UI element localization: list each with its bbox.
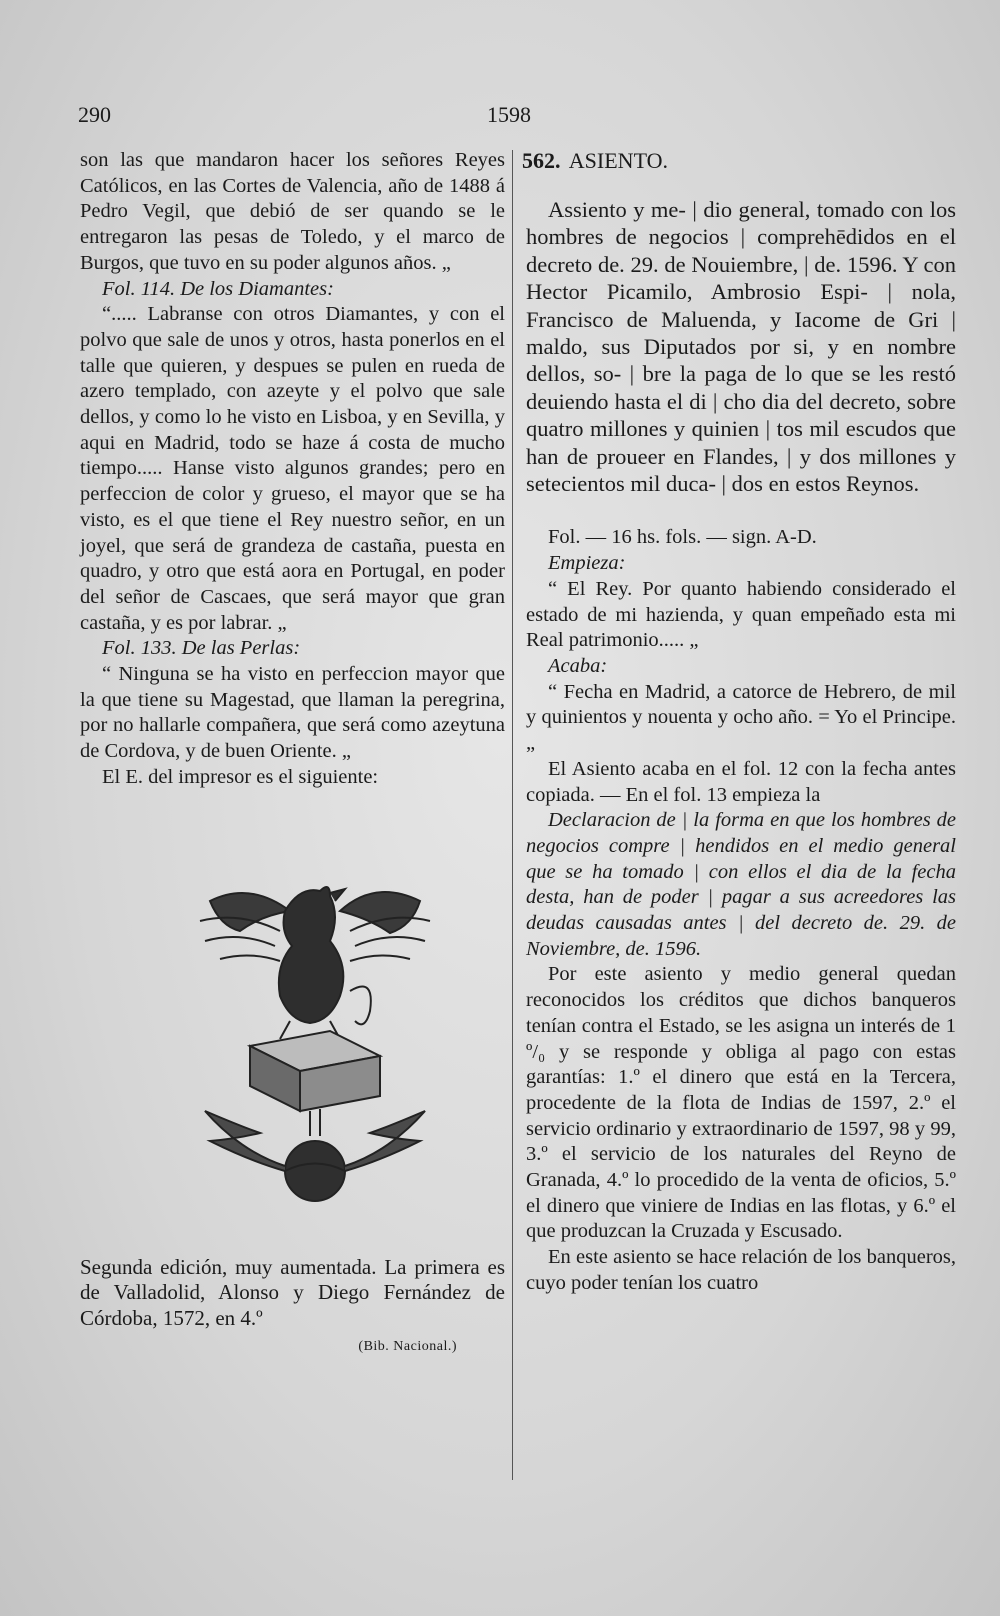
source-library: (Bib. Nacional.) — [358, 1339, 457, 1355]
label-acaba: Acaba: — [548, 654, 608, 677]
griffin-emblem-icon — [180, 871, 440, 1221]
entry-title: ASIENTO. — [568, 148, 669, 173]
running-head-year: 1598 — [487, 102, 531, 127]
right-column — [522, 148, 956, 1297]
incipit: “ El Rey. Por quanto habiendo considerado el estado de mi hazienda, y quan empeñado esta mi Real patrimonio..... „ — [526, 577, 956, 652]
left-column — [80, 148, 505, 1355]
paragraph: Por este asiento y medio general quedan reconocidos los créditos que dichos banqueros tenían contra el Estado, se les asigna un interés de 1 º/₀ y se responde y obliga al pago con estas garantías: 1.º el dinero que está en la Tercera, procedente de la flota de Indias de 1597, 2.º el servicio ordinario y extraordinario de 1597, 98 y 99, 3.º el servicio de los naturales del Reyno de Granada, 4.º lo procedido de la venta de oficios, 5.º el dinero que viniere de Indias en las flotas, y 6.º el que produzcan la Cruzada y Escusado. — [526, 963, 956, 1243]
folio-heading-perlas: Fol. 133. De las Perlas: — [102, 637, 301, 660]
edition-note — [80, 1255, 505, 1356]
printer-device-illustration — [180, 871, 440, 1221]
entry-number: 562. — [522, 148, 561, 173]
quote-diamantes: “..... Labranse con otros Diamantes, y con el polvo que sale de unos y otros, hasta ponerlos en el talle que quieren, y despues se pulen en rueda de azero templado, con azeyte y el polvo que sale dellos, y como lo he visto en Lisboa, y en Sevilla, y aqui en Madrid, todo se haze á costa de mucho tiempo..... Hanse visto algunos grandes; pero en perfeccion de color y grueso, el mayor que se ha visto, es el que tiene el Rey nuestro señor, en un joyel, que será de grandeza de castaña, puesta en quadro, y otro que está aora en Portugal, en poder del señor de Cascaes, que será mayor que gran castaña, y es por labrar. „ — [80, 303, 505, 634]
collation: Fol. — 16 hs. fols. — sign. A-D. — [548, 526, 817, 549]
folio-heading-diamantes: Fol. 114. De los Diamantes: — [102, 277, 334, 300]
quote-perlas: “ Ninguna se ha visto en perfeccion mayor que la que tiene su Magestad, que llaman la peregrina, por no hallarle compañera, que será como azeytuna de Cordova, y de buen Oriente. „ — [80, 663, 505, 763]
edition-caption: Segunda edición, muy aumentada. La primera es de Valladolid, Alonso y Diego Fernández de Córdoba, 1572, en 4.º — [80, 1254, 505, 1330]
declaracion-title: Declaracion de | la forma en que los hombres de negocios compre | hendidos en el medio general que se ha tomado | con ellos el dia de la fecha desta, han de poder | pagar a sus acreedores las deudas causadas antes | del decreto de. 29. de Noviembre, de. 1596. — [526, 809, 956, 960]
paragraph: En este asiento se hace relación de los banqueros, cuyo poder tenían los cuatro — [526, 1246, 956, 1294]
paragraph: son las que mandaron hacer los señores Reyes Católicos, en las Cortes de Valencia, año de 1488 á Pedro Vegil, que debió de ser quando se le entregaron las pesas de Toledo, y el marco de Burgos, que tuvo en su poder algunos años. „ — [80, 149, 505, 274]
entry-heading — [522, 148, 956, 174]
page-number: 290 — [78, 102, 111, 127]
explicit: “ Fecha en Madrid, a catorce de Hebrero, de mil y quinientos y nouenta y ocho año. = Yo el Principe. „ — [526, 680, 956, 755]
label-empieza: Empieza: — [548, 552, 626, 575]
column-divider — [512, 150, 513, 1480]
title-paragraph: Assiento y me- | dio general, tomado con los hombres de negocios | comprehēdidos en el decreto de. 29. de Nouiembre, | de. 1596. Y con Hector Picamilo, Ambrosio Espi- | nola, Francisco de Maluenda, y Iacome de Gri | maldo, sus Diputados por si, y en nombre dellos, so- | bre la paga de lo que se les restó deuiendo hasta el di | cho dia del decreto, sobre quatro millones y quinien | tos mil escudos que han de proueer en Flandes, | y dos millones y setecientos mil duca- | dos en estos Reynos. — [526, 197, 956, 497]
printer-device-intro: El E. del impresor es el siguiente: — [102, 765, 379, 788]
title-transcription — [526, 196, 956, 497]
paragraph: El Asiento acaba en el fol. 12 con la fecha antes copiada. — En el fol. 13 empieza la — [526, 757, 956, 806]
